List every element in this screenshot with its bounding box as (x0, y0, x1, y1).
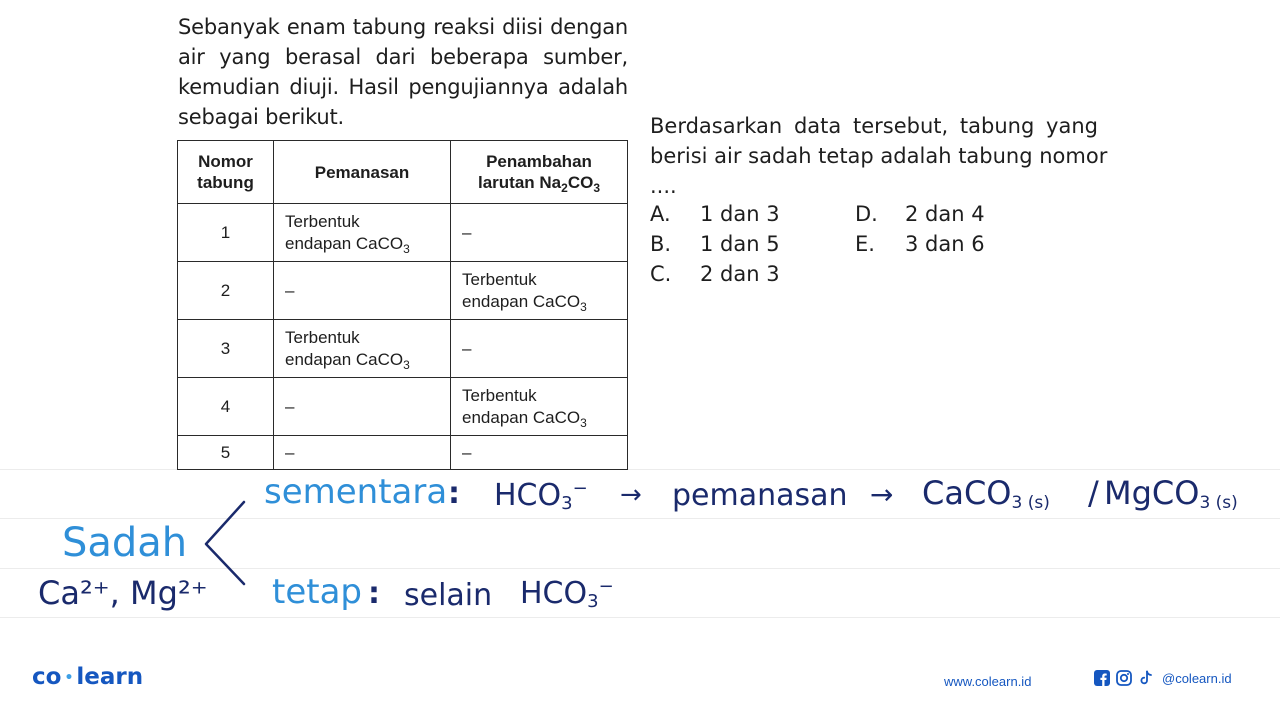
note-arrow: → (620, 480, 642, 510)
option-text: 2 dan 4 (905, 202, 985, 226)
test-results-table (177, 140, 628, 470)
facebook-icon[interactable] (1094, 670, 1110, 686)
note-sadah: Sadah (62, 520, 188, 566)
ruled-line (0, 617, 1280, 618)
question-text (650, 111, 1108, 201)
question-ellipsis: .... (650, 174, 677, 198)
option-a[interactable] (650, 202, 780, 226)
table-row (178, 204, 628, 262)
tube-number: 2 (178, 262, 274, 320)
option-d[interactable] (855, 202, 985, 226)
website-link[interactable]: www.colearn.id (944, 674, 1032, 689)
note-colon: : (368, 576, 380, 611)
question-line: berisi air sadah tetap adalah tabung nomor (650, 144, 1108, 168)
heating-result: Terbentuk endapan CaCO$_3$ (274, 204, 451, 262)
heating-result: – (274, 436, 451, 470)
intro-paragraph (178, 12, 628, 132)
note-caco3: CaCO$_{3 (s)}$ (922, 474, 1050, 513)
intro-line: air yang berasal dari beberapa sumber, (178, 45, 628, 69)
heating-result: – (274, 378, 451, 436)
social-links (1094, 670, 1232, 686)
option-letter: E. (855, 232, 875, 256)
note-sementara: sementara (264, 472, 448, 512)
note-hco3: $HCO_3^-$ (520, 576, 614, 612)
note-colon: : (448, 476, 460, 511)
intro-line: Sebanyak enam tabung reaksi diisi dengan (178, 15, 628, 39)
option-text: 2 dan 3 (700, 262, 780, 286)
note-tetap: tetap (272, 572, 362, 612)
note-slash: / (1088, 474, 1099, 512)
heating-result: – (274, 262, 451, 320)
option-text: 3 dan 6 (905, 232, 985, 256)
ruled-line (0, 518, 1280, 519)
colearn-logo: co • learn (32, 664, 144, 690)
heating-result: Terbentuk endapan CaCO$_3$ (274, 320, 451, 378)
option-e[interactable] (855, 232, 985, 256)
na2co3-result: – (451, 436, 628, 470)
na2co3-result: Terbentuk endapan CaCO$_3$ (451, 262, 628, 320)
table-row (178, 436, 628, 470)
tube-number: 1 (178, 204, 274, 262)
note-hco3: $HCO_3^-$ (494, 478, 588, 514)
option-text: 1 dan 5 (700, 232, 780, 256)
tube-number: 5 (178, 436, 274, 470)
ruled-line (0, 568, 1280, 569)
tube-number: 3 (178, 320, 274, 378)
table-header-row (178, 141, 628, 204)
option-text: 1 dan 3 (700, 202, 780, 226)
note-selain: selain (404, 578, 493, 613)
na2co3-result: Terbentuk endapan CaCO$_3$ (451, 378, 628, 436)
tube-number: 4 (178, 378, 274, 436)
social-handle[interactable]: @colearn.id (1162, 670, 1232, 686)
note-arrow: → (870, 478, 894, 511)
note-ions: Ca²⁺, Mg²⁺ (38, 574, 208, 612)
instagram-icon[interactable] (1116, 670, 1132, 686)
note-mgco3: MgCO$_{3 (s)}$ (1104, 474, 1238, 513)
na2co3-result: – (451, 204, 628, 262)
tiktok-icon[interactable] (1138, 670, 1154, 686)
table-row (178, 262, 628, 320)
header-na2co3: Penambahan larutan $Na_2CO_3$ (451, 141, 628, 204)
note-pemanasan: pemanasan (672, 478, 848, 513)
option-c[interactable] (650, 262, 780, 286)
table-row (178, 320, 628, 378)
table-row (178, 378, 628, 436)
intro-line: kemudian diuji. Hasil pengujiannya adalah (178, 75, 628, 99)
option-letter: A. (650, 202, 671, 226)
intro-line: sebagai berikut. (178, 105, 345, 129)
na2co3-result: – (451, 320, 628, 378)
question-line: Berdasarkan data tersebut, tabung yang (650, 114, 1098, 138)
header-tube-number: Nomor tabung (178, 141, 274, 204)
option-letter: C. (650, 262, 672, 286)
option-letter: D. (855, 202, 878, 226)
option-b[interactable] (650, 232, 780, 256)
option-letter: B. (650, 232, 672, 256)
header-heating: Pemanasan (274, 141, 451, 204)
